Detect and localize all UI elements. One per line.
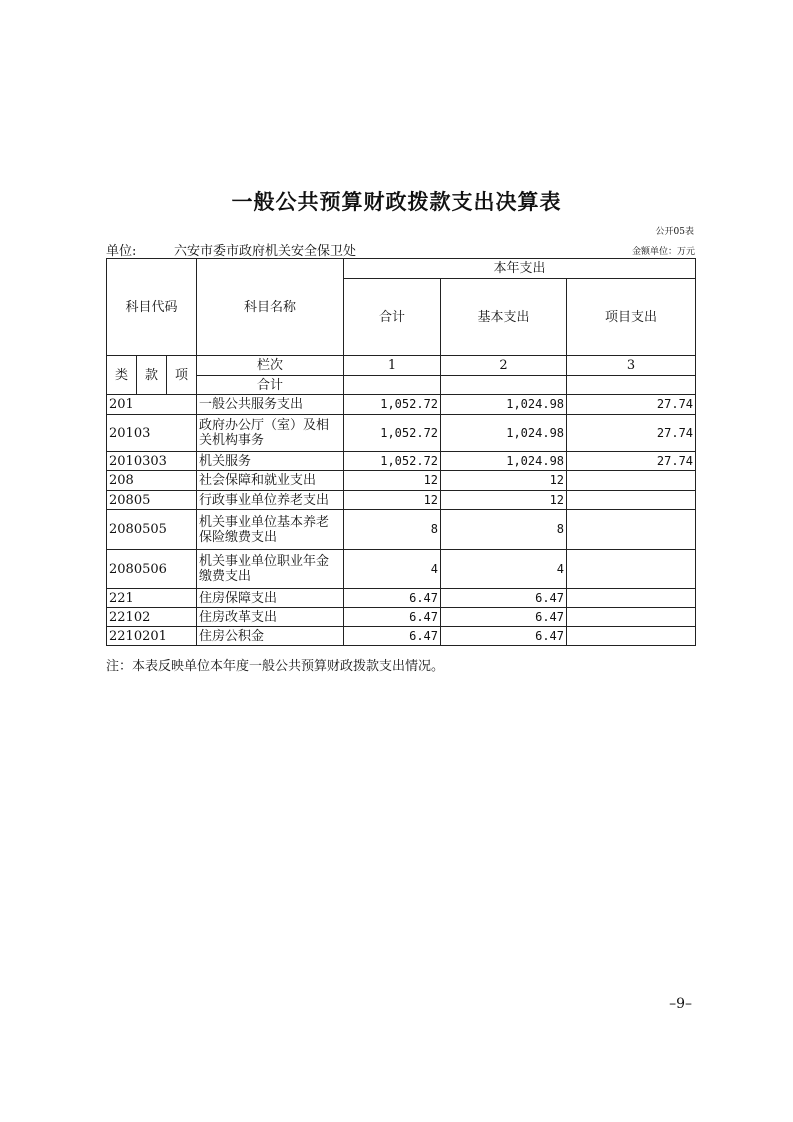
- row-total: 6.47: [344, 627, 441, 646]
- sum-row-label: 合计: [197, 376, 344, 395]
- expenditure-table: [106, 258, 696, 646]
- row-basic: 1,024.98: [441, 452, 567, 471]
- row-total: 6.47: [344, 589, 441, 608]
- page-number: –9–: [669, 996, 692, 1012]
- row-code: 221: [107, 589, 197, 608]
- row-name: 一般公共服务支出: [197, 395, 344, 415]
- header-lei: 类: [107, 356, 137, 395]
- row-basic: 12: [441, 471, 567, 491]
- page-title: 一般公共预算财政拨款支出决算表: [231, 190, 562, 214]
- row-total: 1,052.72: [344, 452, 441, 471]
- row-name: 机关事业单位基本养老保险缴费支出: [197, 510, 344, 550]
- header-kuan: 款: [137, 356, 167, 395]
- row-project: [567, 491, 696, 510]
- table-row: [107, 608, 696, 627]
- header-name: 科目名称: [197, 259, 344, 356]
- row-project: [567, 627, 696, 646]
- header-col1: 1: [344, 356, 441, 376]
- row-project: [567, 550, 696, 589]
- row-code: 208: [107, 471, 197, 491]
- header-code: 科目代码: [107, 259, 197, 356]
- row-code: 20103: [107, 415, 197, 452]
- row-name: 社会保障和就业支出: [197, 471, 344, 491]
- row-project: [567, 608, 696, 627]
- table-row: [107, 589, 696, 608]
- table-row: [107, 550, 696, 589]
- row-name: 机关事业单位职业年金缴费支出: [197, 550, 344, 589]
- table-row: [107, 471, 696, 491]
- row-code: 201: [107, 395, 197, 415]
- header-basic: 基本支出: [441, 279, 567, 356]
- table-row: [107, 510, 696, 550]
- table-row: [107, 491, 696, 510]
- unit-label: 单位:: [106, 244, 137, 259]
- table-row: [107, 395, 696, 415]
- row-total: 4: [344, 550, 441, 589]
- row-basic: 6.47: [441, 627, 567, 646]
- row-total: 12: [344, 471, 441, 491]
- sum-total: [344, 376, 441, 395]
- sum-basic: [441, 376, 567, 395]
- table-note: 注：本表反映单位本年度一般公共预算财政拨款支出情况。: [106, 659, 445, 674]
- row-basic: 6.47: [441, 589, 567, 608]
- row-code: 2080505: [107, 510, 197, 550]
- sum-project: [567, 376, 696, 395]
- form-number: 公开05表: [655, 227, 694, 237]
- row-project: [567, 471, 696, 491]
- unit-name: 六安市委市政府机关安全保卫处: [174, 244, 357, 259]
- row-name: 政府办公厅（室）及相关机构事务: [197, 415, 344, 452]
- table-row: [107, 452, 696, 471]
- row-name: 行政事业单位养老支出: [197, 491, 344, 510]
- row-total: 8: [344, 510, 441, 550]
- header-xiang: 项: [167, 356, 197, 395]
- row-name: 住房保障支出: [197, 589, 344, 608]
- header-col2: 2: [441, 356, 567, 376]
- row-name: 住房改革支出: [197, 608, 344, 627]
- table-row: [107, 415, 696, 452]
- row-code: 22102: [107, 608, 197, 627]
- row-project: 27.74: [567, 395, 696, 415]
- row-code: 2210201: [107, 627, 197, 646]
- row-name: 机关服务: [197, 452, 344, 471]
- row-total: 1,052.72: [344, 395, 441, 415]
- row-basic: 6.47: [441, 608, 567, 627]
- row-project: [567, 510, 696, 550]
- header-project: 项目支出: [567, 279, 696, 356]
- header-col3: 3: [567, 356, 696, 376]
- row-project: 27.74: [567, 415, 696, 452]
- row-project: 27.74: [567, 452, 696, 471]
- row-basic: 1,024.98: [441, 415, 567, 452]
- header-lanci: 栏次: [197, 356, 344, 376]
- unit-line: [106, 240, 695, 258]
- row-name: 住房公积金: [197, 627, 344, 646]
- row-basic: 12: [441, 491, 567, 510]
- amount-unit: 金额单位：万元: [631, 247, 695, 257]
- header-total: 合计: [344, 279, 441, 356]
- row-code: 2080506: [107, 550, 197, 589]
- row-project: [567, 589, 696, 608]
- row-basic: 1,024.98: [441, 395, 567, 415]
- row-basic: 4: [441, 550, 567, 589]
- row-total: 1,052.72: [344, 415, 441, 452]
- row-basic: 8: [441, 510, 567, 550]
- row-total: 6.47: [344, 608, 441, 627]
- row-code: 20805: [107, 491, 197, 510]
- row-code: 2010303: [107, 452, 197, 471]
- row-total: 12: [344, 491, 441, 510]
- table-row: [107, 627, 696, 646]
- header-current-year: 本年支出: [344, 259, 696, 279]
